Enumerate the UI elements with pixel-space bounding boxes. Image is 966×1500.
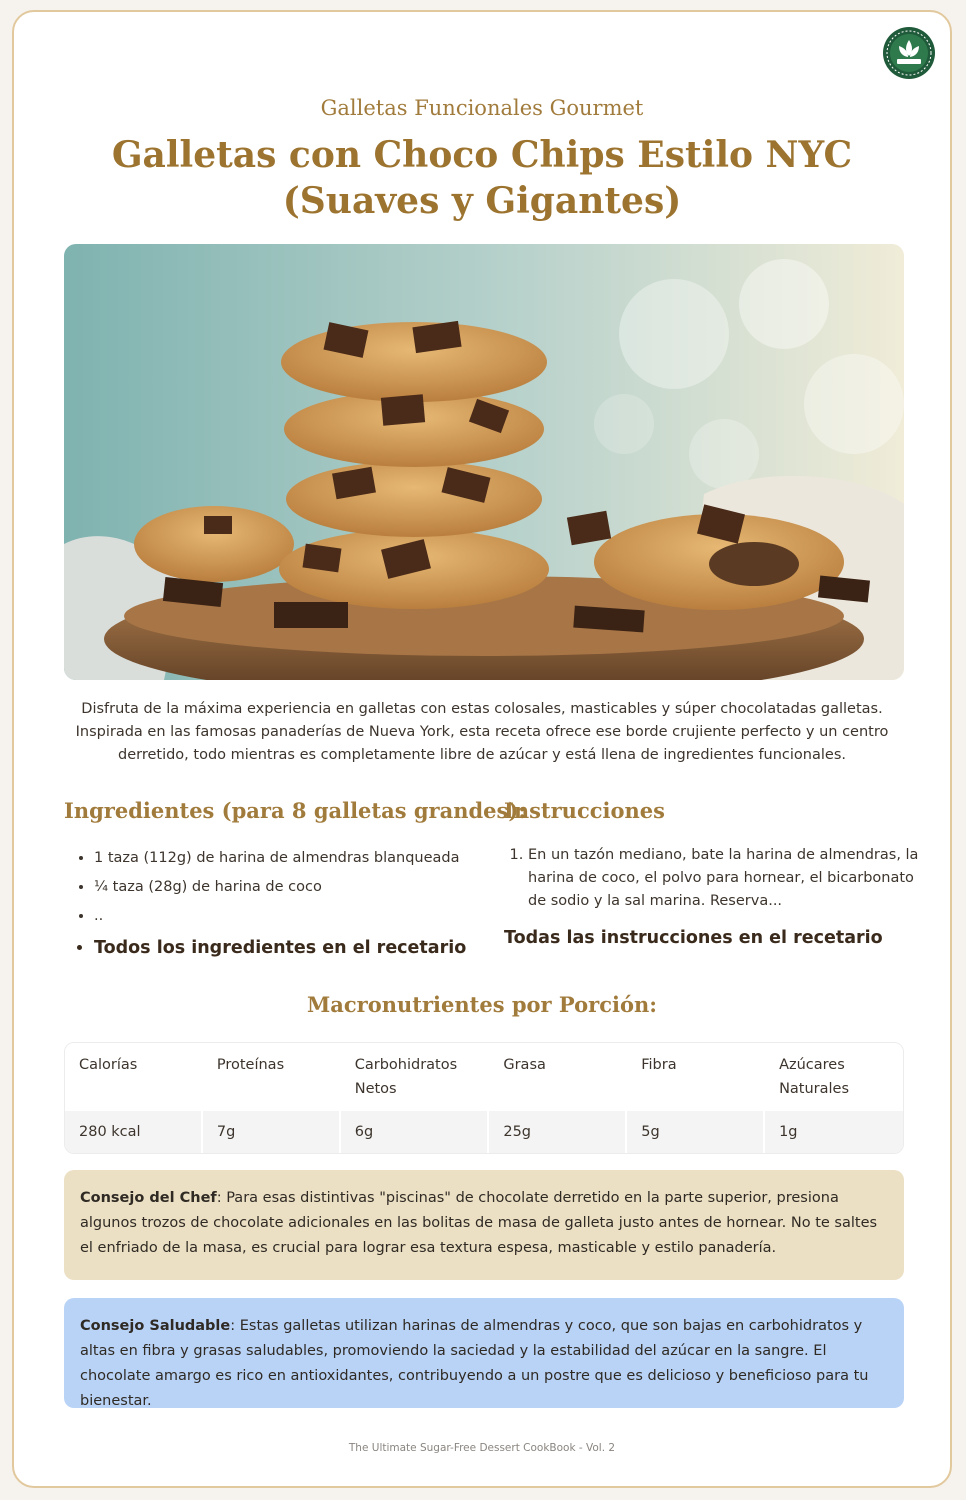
chef-tip — [64, 1170, 904, 1280]
instructions-list — [504, 844, 932, 913]
health-tip — [64, 1298, 904, 1408]
health-tip-label: Consejo Saludable — [80, 1318, 231, 1334]
table-cell: 6g — [341, 1111, 490, 1153]
macros-table — [64, 1042, 904, 1154]
list-item: • .. — [94, 902, 494, 931]
table-header-cell: Carbohidratos Netos — [341, 1043, 490, 1111]
table-header-cell: Calorías — [65, 1043, 203, 1111]
recipe-intro: Disfruta de la máxima experiencia en galletas con estas colosales, masticables y súper chocolatadas galletas. Inspirada en las famosas panaderías de Nueva York, esta receta ofrece ese borde crujiente perfecto y un centro derretido, todo mientras es completamente libre de azúcar y está llena de ingredientes funcionales. — [75, 701, 889, 763]
table-header-cell: Azúcares Naturales — [765, 1043, 903, 1111]
all-ingredients-link[interactable]: • Todos los ingredientes en el recetario — [94, 931, 494, 965]
instructions-heading: Instrucciones — [504, 798, 665, 823]
table-cell: 5g — [627, 1111, 765, 1153]
table-header-cell: Proteínas — [203, 1043, 341, 1111]
table-header-cell: Fibra — [627, 1043, 765, 1111]
table-row — [65, 1111, 903, 1153]
table-cell: 280 kcal — [65, 1111, 203, 1153]
lotus-leaf-icon — [882, 26, 936, 80]
ingredients-heading: Ingredientes (para 8 galletas grandes): — [64, 798, 527, 823]
all-instructions-link[interactable]: Todas las instrucciones en el recetario — [504, 928, 883, 948]
chef-tip-text: : Para esas distintivas "piscinas" de chocolate derretido en la parte superior, presiona algunos trozos de chocolate adicionales en las bolitas de masa de galleta justo antes de hornear. No te saltes el enfriado de la masa, es crucial para lograr esa textura espesa, masticable y estilo panadería. — [80, 1190, 878, 1256]
table-cell: 7g — [203, 1111, 341, 1153]
ingredients-list — [64, 844, 494, 965]
health-tip-text: : Estas galletas utilizan harinas de almendras y coco, que son bajas en carbohidratos y altas en fibra y grasas saludables, promoviendo la saciedad y la estabilidad del azúcar en la sangre. El chocolate amargo es rico en antioxidantes, contribuyendo a un postre que es delicioso y beneficioso para tu bienestar. — [80, 1318, 869, 1409]
macros-heading: Macronutrientes por Porción: — [307, 992, 657, 1017]
brand-logo — [882, 26, 936, 80]
list-item: • 1 taza (112g) de harina de almendras blanqueada — [94, 844, 494, 873]
table-header-row — [65, 1043, 903, 1111]
recipe-page — [12, 10, 952, 1488]
list-item: 1. En un tazón mediano, bate la harina de almendras, la harina de coco, el polvo para hornear, el bicarbonato de sodio y la sal marina. Reserva... — [528, 844, 932, 913]
table-cell: 1g — [765, 1111, 903, 1153]
table-cell: 25g — [489, 1111, 627, 1153]
cookie-stack-image — [64, 244, 904, 680]
table-header-cell: Grasa — [489, 1043, 627, 1111]
list-item: • ¼ taza (28g) de harina de coco — [94, 873, 494, 902]
recipe-category: Galletas Funcionales Gourmet — [320, 96, 644, 120]
chef-tip-label: Consejo del Chef — [80, 1190, 217, 1206]
hero-photo — [64, 244, 904, 680]
page-footer: The Ultimate Sugar-Free Dessert CookBook - Vol. 2 — [348, 1442, 616, 1454]
recipe-title: Galletas con Choco Chips Estilo NYC (Suaves y Gigantes) — [111, 134, 853, 222]
